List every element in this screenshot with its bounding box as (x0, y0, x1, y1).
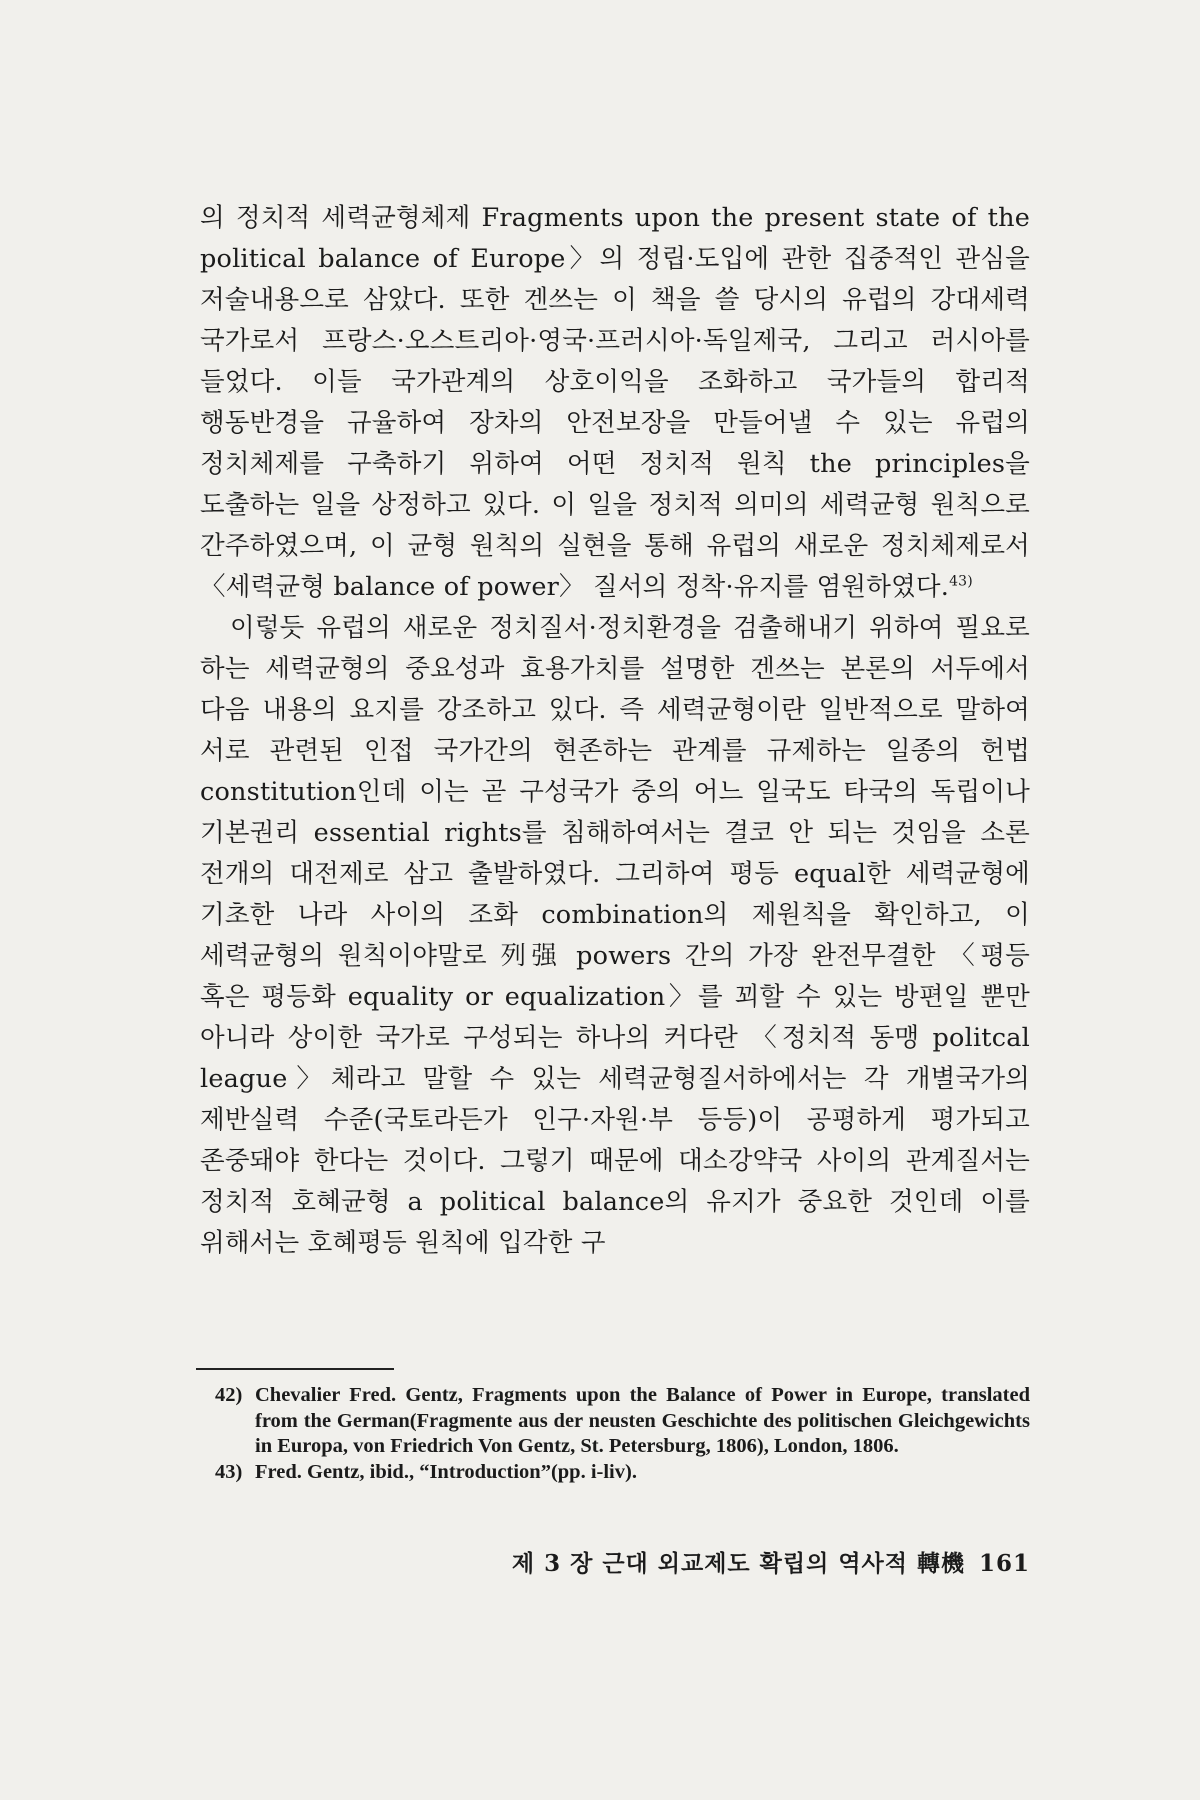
footnote-divider (196, 1368, 394, 1370)
footnote-number: 42) (215, 1384, 243, 1406)
paragraph-1-text: 의 정치적 세력균형체제 Fragments upon the present state of the political balance of Europe〉의 정립·도입에 관한 집중적인 관심을 저술내용으로 삼았다. 또한 겐쓰는 이 책을 쓸 당시의 유럽의 강대세력 국가로서 프랑스·오스트리아·영국·프러시아·독일제국, 그리고 러시아를 들었다. 이들 국가관계의 상호이익을 조화하고 국가들의 합리적 행동반경을 규율하여 장차의 안전보장을 만들어낼 수 있는 유럽의 정치체제를 구축하기 위하여 어떤 정치적 원칙 the principles을 도출하는 일을 상정하고 있다. 이 일을 정치적 의미의 세력균형 원칙으로 간주하였으며, 이 균형 원칙의 실현을 통해 유럽의 새로운 정치체제로서 〈세력균형 balance of power〉 질서의 정착·유지를 염원하였다. (200, 203, 1030, 602)
footnotes (215, 1383, 1030, 1485)
footnote-43 (215, 1460, 1030, 1486)
footnote-number: 43) (215, 1460, 243, 1483)
page-number: 161 (978, 1550, 1030, 1577)
footnote-42 (215, 1383, 1030, 1460)
chapter-title: 제 3 장 근대 외교제도 확립의 역사적 轉機 (511, 1550, 965, 1577)
paragraph-2: 이렇듯 유럽의 새로운 정치질서·정치환경을 검출해내기 위하여 필요로 하는 세력균형의 중요성과 효용가치를 설명한 겐쓰는 본론의 서두에서 다음 내용의 요지를 강조하고 있다. 즉 세력균형이란 일반적으로 말하여 서로 관련된 인접 국가간의 현존하는 관계를 규제하는 일종의 헌법 constitution인데 이는 곧 구성국가 중의 어느 일국도 타국의 독립이나 기본권리 essential rights를 침해하여서는 결코 안 되는 것임을 소론 전개의 대전제로 삼고 출발하였다. 그리하여 평등 equal한 세력균형에 기초한 나라 사이의 조화 combination의 제원칙을 확인하고, 이 세력균형의 원칙이야말로 列强 powers 간의 가장 완전무결한 〈평등 혹은 평등화 equality or equalization〉를 꾀할 수 있는 방편일 뿐만 아니라 상이한 국가로 구성되는 하나의 커다란 〈정치적 동맹 politcal league〉체라고 말할 수 있는 세력균형질서하에서는 각 개별국가의 제반실력 수준(국토라든가 인구·자원·부 등등)이 공평하게 평가되고 존중돼야 한다는 것이다. 그렇기 때문에 대소강약국 사이의 관계질서는 정치적 호혜균형 a political balance의 유지가 중요한 것인데 이를 위해서는 호혜평등 원칙에 입각한 구 (200, 613, 1030, 1258)
footnote-text: Fred. Gentz, ibid., “Introduction”(pp. i-liv). (255, 1460, 637, 1483)
footnote-reference-43: 43) (949, 573, 973, 590)
footnote-text: Chevalier Fred. Gentz, Fragments upon the Balance of Power in Europe, translated from the German(Fragmente aus der neusten Geschichte des politischen Gleichgewichts in Europa, von Friedrich Von Gentz, St. Petersburg, 1806), London, 1806. (255, 1384, 1030, 1457)
running-footer (455, 1545, 1030, 1578)
body-text (200, 198, 1030, 1264)
paragraph-1 (200, 198, 1030, 608)
